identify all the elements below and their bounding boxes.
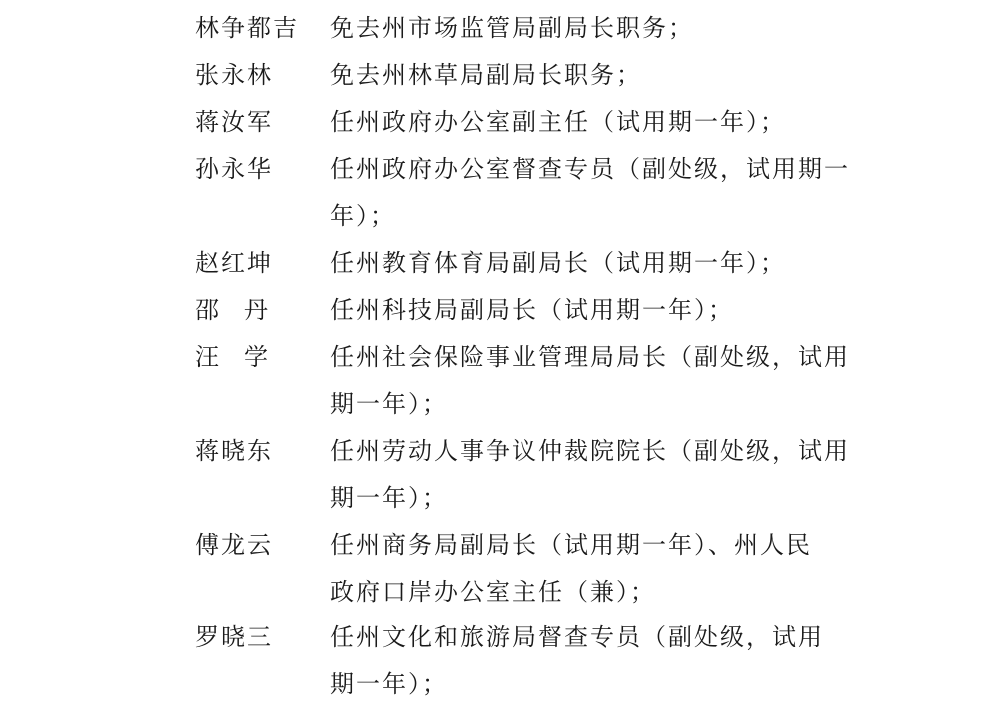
duty-text	[330, 334, 860, 428]
person-name: 孙永华	[195, 155, 273, 183]
duty-line: 任州科技局副局长（试用期一年）；	[330, 296, 734, 324]
duty-line: 免去州林草局副局长职务；	[330, 61, 642, 89]
duty-text	[330, 287, 860, 334]
person-name: 蒋晓东	[195, 437, 273, 465]
duty-line: 期一年）；	[330, 390, 448, 418]
person-name: 林争都吉	[195, 14, 299, 42]
duty-line: 免去州市场监管局副局长职务；	[330, 14, 694, 42]
duty-line: 任州政府办公室副主任（试用期一年）；	[330, 108, 786, 136]
duty-line: 任州文化和旅游局督查专员（副处级，试用	[330, 623, 824, 651]
duty-line: 任州社会保险事业管理局局长（副处级，试用	[330, 343, 850, 371]
duty-text	[330, 5, 860, 52]
duty-text	[330, 52, 860, 99]
person-name: 傅龙云	[195, 531, 273, 559]
duty-text	[330, 614, 860, 708]
duty-line: 任州商务局副局长（试用期一年）、州人民	[330, 531, 812, 559]
person-name: 蒋汝军	[195, 108, 273, 136]
person-name: 邵丹	[195, 296, 293, 324]
person-name: 汪学	[195, 343, 293, 371]
duty-line: 期一年）；	[330, 484, 448, 512]
duty-text	[330, 99, 860, 146]
duty-line: 期一年）；	[330, 670, 448, 698]
duty-line: 年）；	[330, 202, 396, 230]
duty-text	[330, 428, 860, 522]
duty-line: 任州政府办公室督查专员（副处级，试用期一	[330, 155, 850, 183]
person-name: 罗晓三	[195, 623, 273, 651]
duty-text	[330, 240, 860, 287]
duty-line: 政府口岸办公室主任（兼）；	[330, 578, 656, 606]
duty-line: 任州劳动人事争议仲裁院院长（副处级，试用	[330, 437, 850, 465]
person-name: 张永林	[195, 61, 273, 89]
duty-text	[330, 522, 860, 616]
duty-text	[330, 146, 860, 240]
person-name: 赵红坤	[195, 249, 273, 277]
duty-line: 任州教育体育局副局长（试用期一年）；	[330, 249, 786, 277]
